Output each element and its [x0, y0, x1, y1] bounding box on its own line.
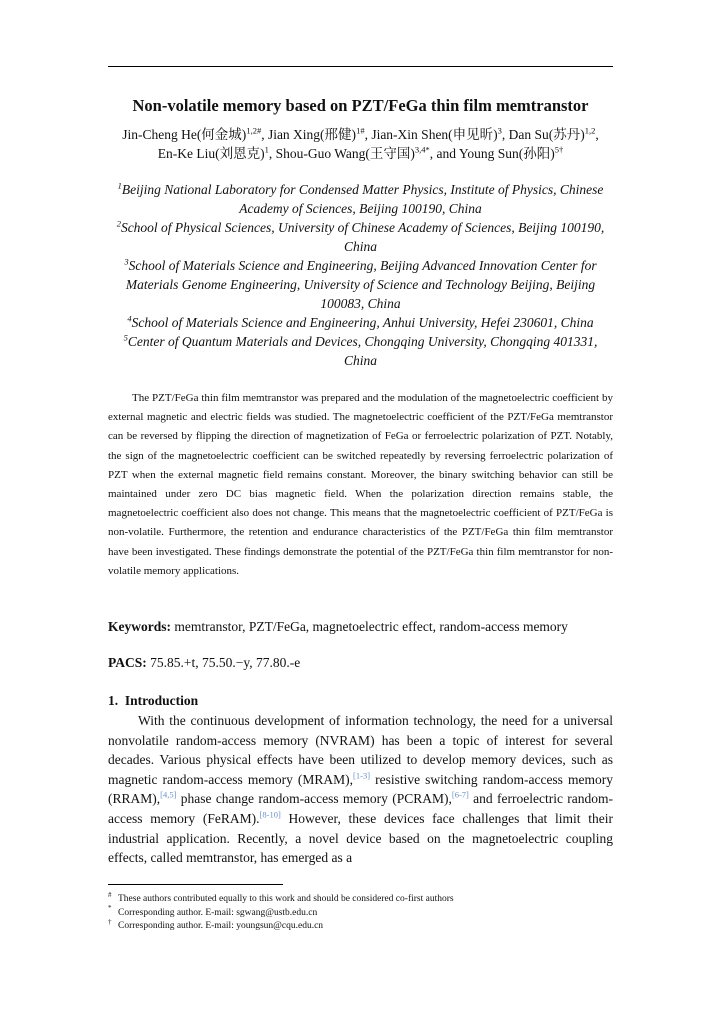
affiliation-text: Beijing National Laboratory for Condensed Matter Physics, Institute of Physics, Chinese Academy of Sciences, Beijing 100190, China [121, 182, 604, 216]
affiliation-number: 4 [127, 313, 132, 324]
affiliation-number: 2 [116, 218, 121, 229]
paper-title: Non-volatile memory based on PZT/FeGa thin film memtranstor [132, 96, 589, 115]
author: Shou-Guo Wang(王守国) [275, 146, 415, 161]
citation-link[interactable]: [8-10] [259, 809, 281, 820]
section-heading [108, 691, 198, 711]
affiliation [108, 180, 613, 218]
author: En-Ke Liu(刘恩克) [157, 146, 265, 161]
section-title: Introduction [124, 693, 199, 708]
footnote-rule [108, 884, 283, 885]
author: Dan Su(苏丹) [508, 127, 585, 142]
pacs [108, 653, 613, 673]
author-sup: 5† [554, 144, 564, 155]
affiliation-text: School of Physical Sciences, University of Chinese Academy of Sciences, Beijing 100190, China [120, 220, 605, 254]
pacs-text: 75.85.+t, 75.50.−y, 77.80.-e [150, 655, 301, 670]
citation-link[interactable]: [6-7] [451, 789, 469, 800]
intro-text: However, these devices face challenges that limit their industrial application. Recently, a novel device based on the magnetoelectric coupling effects, called memtranstor, has emerged as a [108, 810, 613, 866]
author: Jian-Xin Shen(申见昕) [371, 127, 498, 142]
footnote: # These authors contributed equally to this work and should be considered co-first authors [108, 890, 454, 904]
author-sup: 1 [264, 144, 269, 155]
affiliation-text: School of Materials Science and Engineering, Beijing Advanced Innovation Center for Materials Genome Engineering, University of Science and Technology Beijing, Beijing 100083, China [125, 258, 597, 311]
affiliation [108, 332, 613, 370]
affiliation-text: School of Materials Science and Engineering, Anhui University, Hefei 230601, China [131, 315, 594, 330]
footnote: † Corresponding author. E-mail: youngsun@cqu.edu.cn [108, 917, 324, 931]
affiliation [108, 256, 613, 313]
affiliation [108, 218, 613, 256]
author-sup: 1,2# [246, 125, 262, 136]
intro-text: resistive switching random-access memory (RRAM), [108, 771, 614, 807]
pacs-label: PACS: [108, 655, 147, 670]
authors-and: and [436, 146, 457, 161]
author-sup: 3 [497, 125, 502, 136]
footnote: * Corresponding author. E-mail: sgwang@ustb.edu.cn [108, 904, 318, 918]
citation-link[interactable]: [4,5] [160, 789, 177, 800]
header-rule [108, 66, 613, 67]
intro-text: phase change random-access memory (PCRAM), [176, 791, 452, 807]
author: Young Sun(孙阳) [458, 146, 555, 161]
affiliation-text: Center of Quantum Materials and Devices, Chongqing University, Chongqing 401331, China [127, 334, 598, 368]
affiliation-number: 3 [124, 256, 129, 267]
affiliation-list [108, 180, 613, 370]
keywords-label: Keywords: [108, 619, 171, 634]
author: Jin-Cheng He(何金城) [122, 127, 247, 142]
footnote-text: Corresponding author. E-mail: sgwang@ustb.edu.cn [118, 907, 318, 918]
intro-text: With the continuous development of information technology, the need for a universal nonvolatile random-access memory (NVRAM) has been a topic of interest for several decades. Various physical effects have been utilized to develop memory devices, such as magnetic random-access memory (MRAM), [108, 713, 613, 787]
author-sup: 3,4* [414, 144, 430, 155]
intro-text: and ferroelectric random-access memory (FeRAM). [108, 791, 613, 826]
section-number: 1. [108, 693, 119, 708]
author-list: Jin-Cheng He(何金城)$^{1,2\#}$, Jian Xing(邢健)$^{1\#}$, Jian-Xin Shen(申见昕)$^3$, Dan Su(苏丹)$^{1,2}$, En-Ke Liu(刘恩克)$^1$, Shou-Guo Wang(王守国)$^{3,4*}$, and Young Sun(孙阳)$^{5\dagger}$ [122, 125, 599, 161]
author-sup: 1# [356, 125, 365, 136]
keywords [108, 617, 613, 637]
citation-link[interactable]: [1-3] [353, 770, 371, 781]
author: Jian Xing(邢健) [267, 127, 357, 142]
keywords-text: memtranstor, PZT/FeGa, magnetoelectric effect, random-access memory [174, 619, 568, 634]
intro-paragraph [108, 711, 613, 868]
affiliation-number: 5 [123, 332, 128, 343]
footnote-text: These authors contributed equally to this work and should be considered co-first authors [118, 894, 454, 904]
author-sup: 1,2 [584, 125, 596, 136]
abstract: The PZT/FeGa thin film memtranstor was prepared and the modulation of the magnetoelectric coefficient by external magnetic and electric fields was studied. The magnetoelectric coefficient of the PZT/FeGa memtranstor can be reversed by flipping the direction of magnetization of FeGa or ferroelectric polarization of PZT. Notably, the sign of the magnetoelectric coefficient can be switched repeatedly by reversing ferroelectric polarization of PZT when the external magnetic field remains constant. Moreover, the binary switching behavior can still be maintained under zero DC bias magnetic field. When the polarization direction remains stable, the magnetoelectric coefficient also does not change. This means that the magnetoelectric coefficient of PZT/FeGa is non-volatile. Furthermore, the retention and endurance characteristics of the PZT/FeGa thin film memtranstor have been investigated. These findings demonstrate the potential of the PZT/FeGa thin film memtranstor for non-volatile memory applications. [108, 392, 613, 577]
affiliation [108, 313, 613, 332]
affiliation-number: 1 [117, 180, 122, 191]
footnote-text: Corresponding author. E-mail: youngsun@cqu.edu.cn [118, 921, 324, 931]
footnotes [108, 890, 613, 934]
